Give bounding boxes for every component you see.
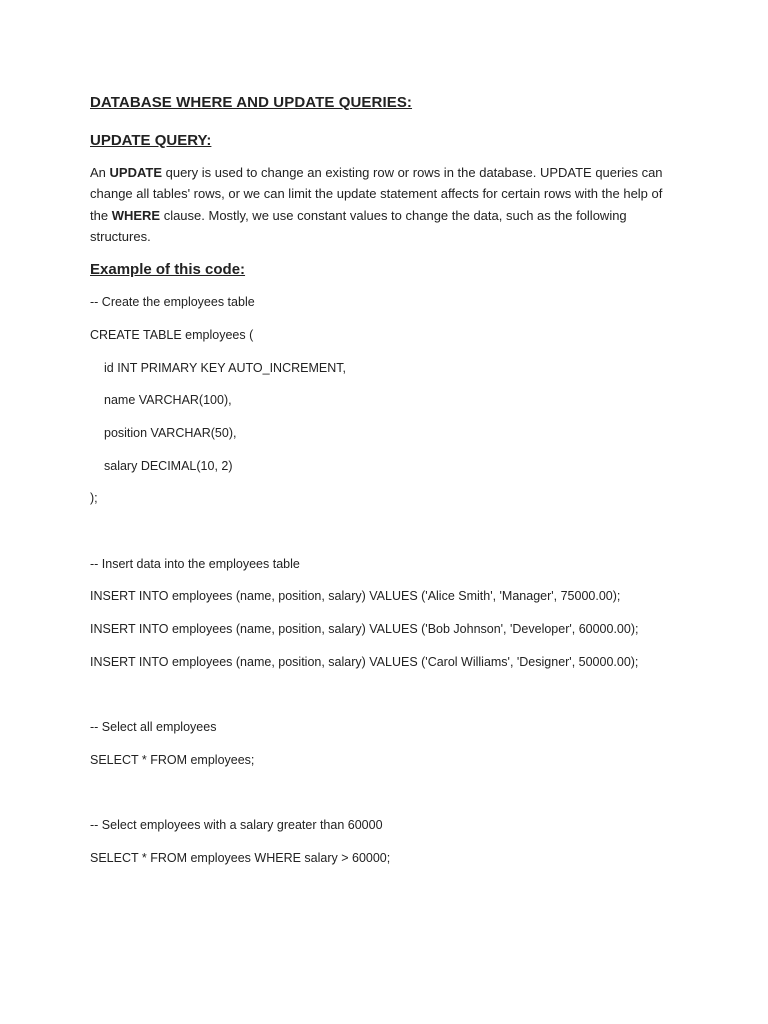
intro-text-2: query is used to change an existing row or rows in the database. UPDATE queries can change all tables' rows, or we can limit the update statement affects for certain rows with the help of the xyxy=(90,165,663,223)
intro-text-3: clause. Mostly, we use constant values to change the data, such as the following structures. xyxy=(90,207,627,244)
keyword-where: WHERE xyxy=(111,207,161,223)
code-line: name VARCHAR(100), xyxy=(104,393,232,408)
code-line: INSERT INTO employees (name, position, salary) VALUES ('Alice Smith', 'Manager', 75000.00); xyxy=(90,589,621,604)
intro-text-1: An xyxy=(90,165,110,180)
code-line: id INT PRIMARY KEY AUTO_INCREMENT, xyxy=(104,360,346,375)
code-line: -- Insert data into the employees table xyxy=(90,556,300,571)
section-heading-update-query: UPDATE QUERY: xyxy=(90,132,212,149)
code-line: ); xyxy=(90,491,98,506)
code-line: SELECT * FROM employees; xyxy=(90,752,255,767)
code-line: CREATE TABLE employees ( xyxy=(90,327,254,342)
example-heading: Example of this code: xyxy=(90,261,246,279)
code-line: INSERT INTO employees (name, position, salary) VALUES ('Bob Johnson', 'Developer', 60000.00); xyxy=(90,622,639,637)
code-line: SELECT * FROM employees WHERE salary > 60000; xyxy=(90,850,391,865)
code-blank-line xyxy=(90,523,678,556)
code-line: salary DECIMAL(10, 2) xyxy=(104,458,233,473)
code-block xyxy=(90,294,678,882)
code-blank-line xyxy=(90,686,678,719)
code-line: -- Create the employees table xyxy=(90,295,255,310)
code-line: INSERT INTO employees (name, position, salary) VALUES ('Carol Williams', 'Designer', 50000.00); xyxy=(90,654,639,669)
document-title: DATABASE WHERE AND UPDATE QUERIES: xyxy=(90,94,413,111)
keyword-update: UPDATE xyxy=(109,165,162,180)
code-line: -- Select all employees xyxy=(90,720,217,735)
code-blank-line xyxy=(90,785,678,818)
code-line: -- Select employees with a salary greater than 60000 xyxy=(90,818,383,833)
intro-paragraph xyxy=(90,162,678,247)
code-line: position VARCHAR(50), xyxy=(104,425,237,440)
